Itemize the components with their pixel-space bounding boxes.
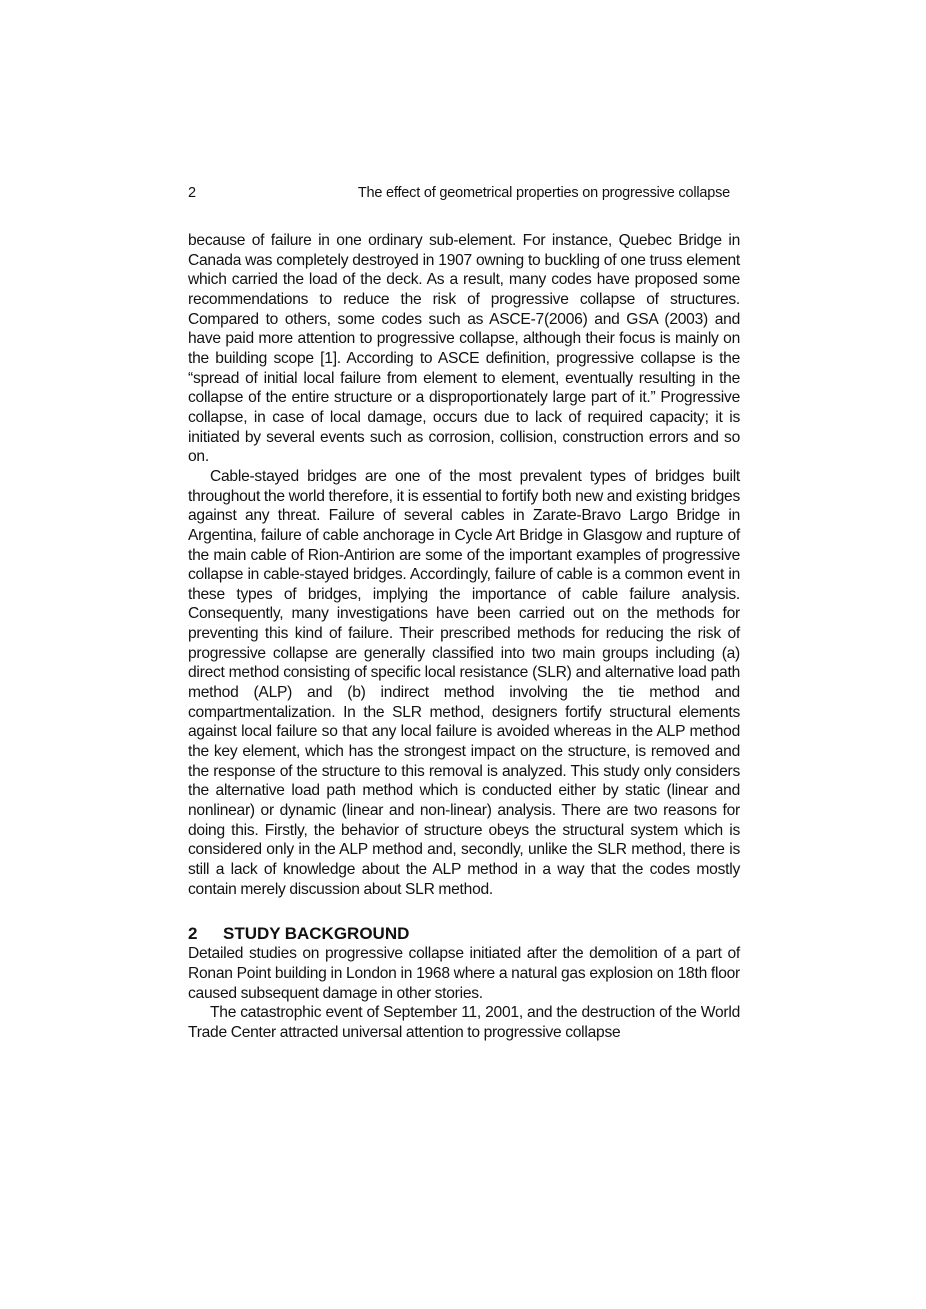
running-title: The effect of geometrical properties on progressive collapse — [357, 185, 730, 201]
section-number: 2 — [188, 924, 198, 944]
section-title: STUDY BACKGROUND — [223, 924, 410, 944]
section-paragraph-1: Detailed studies on progressive collapse initiated after the demolition of a part of Ronan Point building in London in 1968 where a natural gas explosion on 18th floor caused subsequent damage in other stories. — [188, 945, 740, 1002]
body-paragraph-2: Cable-stayed bridges are one of the most prevalent types of bridges built throughout the world therefore, it is essential to fortify both new and existing bridges against any threat. Failure of several cables in Zarate-Bravo Largo Bridge in Argentina, failure of cable anchorage in Cycle Art Bridge in Glasgow and rupture of the main cable of Rion-Antirion are some of the important examples of progressive collapse in cable-stayed bridges. Accordingly, failure of cable is a common event in these types of bridges, implying the importance of cable failure analysis. Consequently, many investigations have been carried out on the methods for preventing this kind of failure. Their prescribed methods for reducing the risk of progressive collapse are generally classified into two main groups including (a) direct method consisting of specific local resistance (SLR) and alternative load path method (ALP) and (b) indirect method involving the tie method and compartmentalization. In the SLR method, designers fortify structural elements against local failure so that any local failure is avoided whereas in the ALP method the key element, which has the strongest impact on the structure, is removed and the response of the structure to this removal is analyzed. This study only considers the alternative load path method which is conducted either by static (linear and nonlinear) or dynamic (linear and non-linear) analysis. There are two reasons for doing this. Firstly, the behavior of structure obeys the structural system which is considered only in the ALP method and, secondly, unlike the SLR method, there is still a lack of knowledge about the ALP method in a way that the codes mostly contain merely discussion about SLR method. — [188, 467, 740, 898]
page-header — [188, 185, 740, 205]
section-heading — [188, 923, 740, 944]
main-content — [188, 231, 740, 1043]
body-paragraph-1: because of failure in one ordinary sub-element. For instance, Quebec Bridge in Canada was completely destroyed in 1907 owning to buckling of one truss element which carried the load of the deck. As a result, many codes have proposed some recommendations to reduce the risk of progressive collapse of structures. Compared to others, some codes such as ASCE-7(2006) and GSA (2003) and have paid more attention to progressive collapse, although their focus is mainly on the building scope [1]. According to ASCE definition, progressive collapse is the “spread of initial local failure from element to element, eventually resulting in the collapse of the entire structure or a disproportionately large part of it.” Progressive collapse, in case of local damage, occurs due to lack of required capacity; it is initiated by several events such as corrosion, collision, construction errors and so on. — [188, 232, 740, 466]
page-number: 2 — [188, 185, 196, 201]
section-paragraph-2: The catastrophic event of September 11, 2001, and the destruction of the World Trade Center attracted universal attention to progressive collapse — [188, 1004, 740, 1041]
